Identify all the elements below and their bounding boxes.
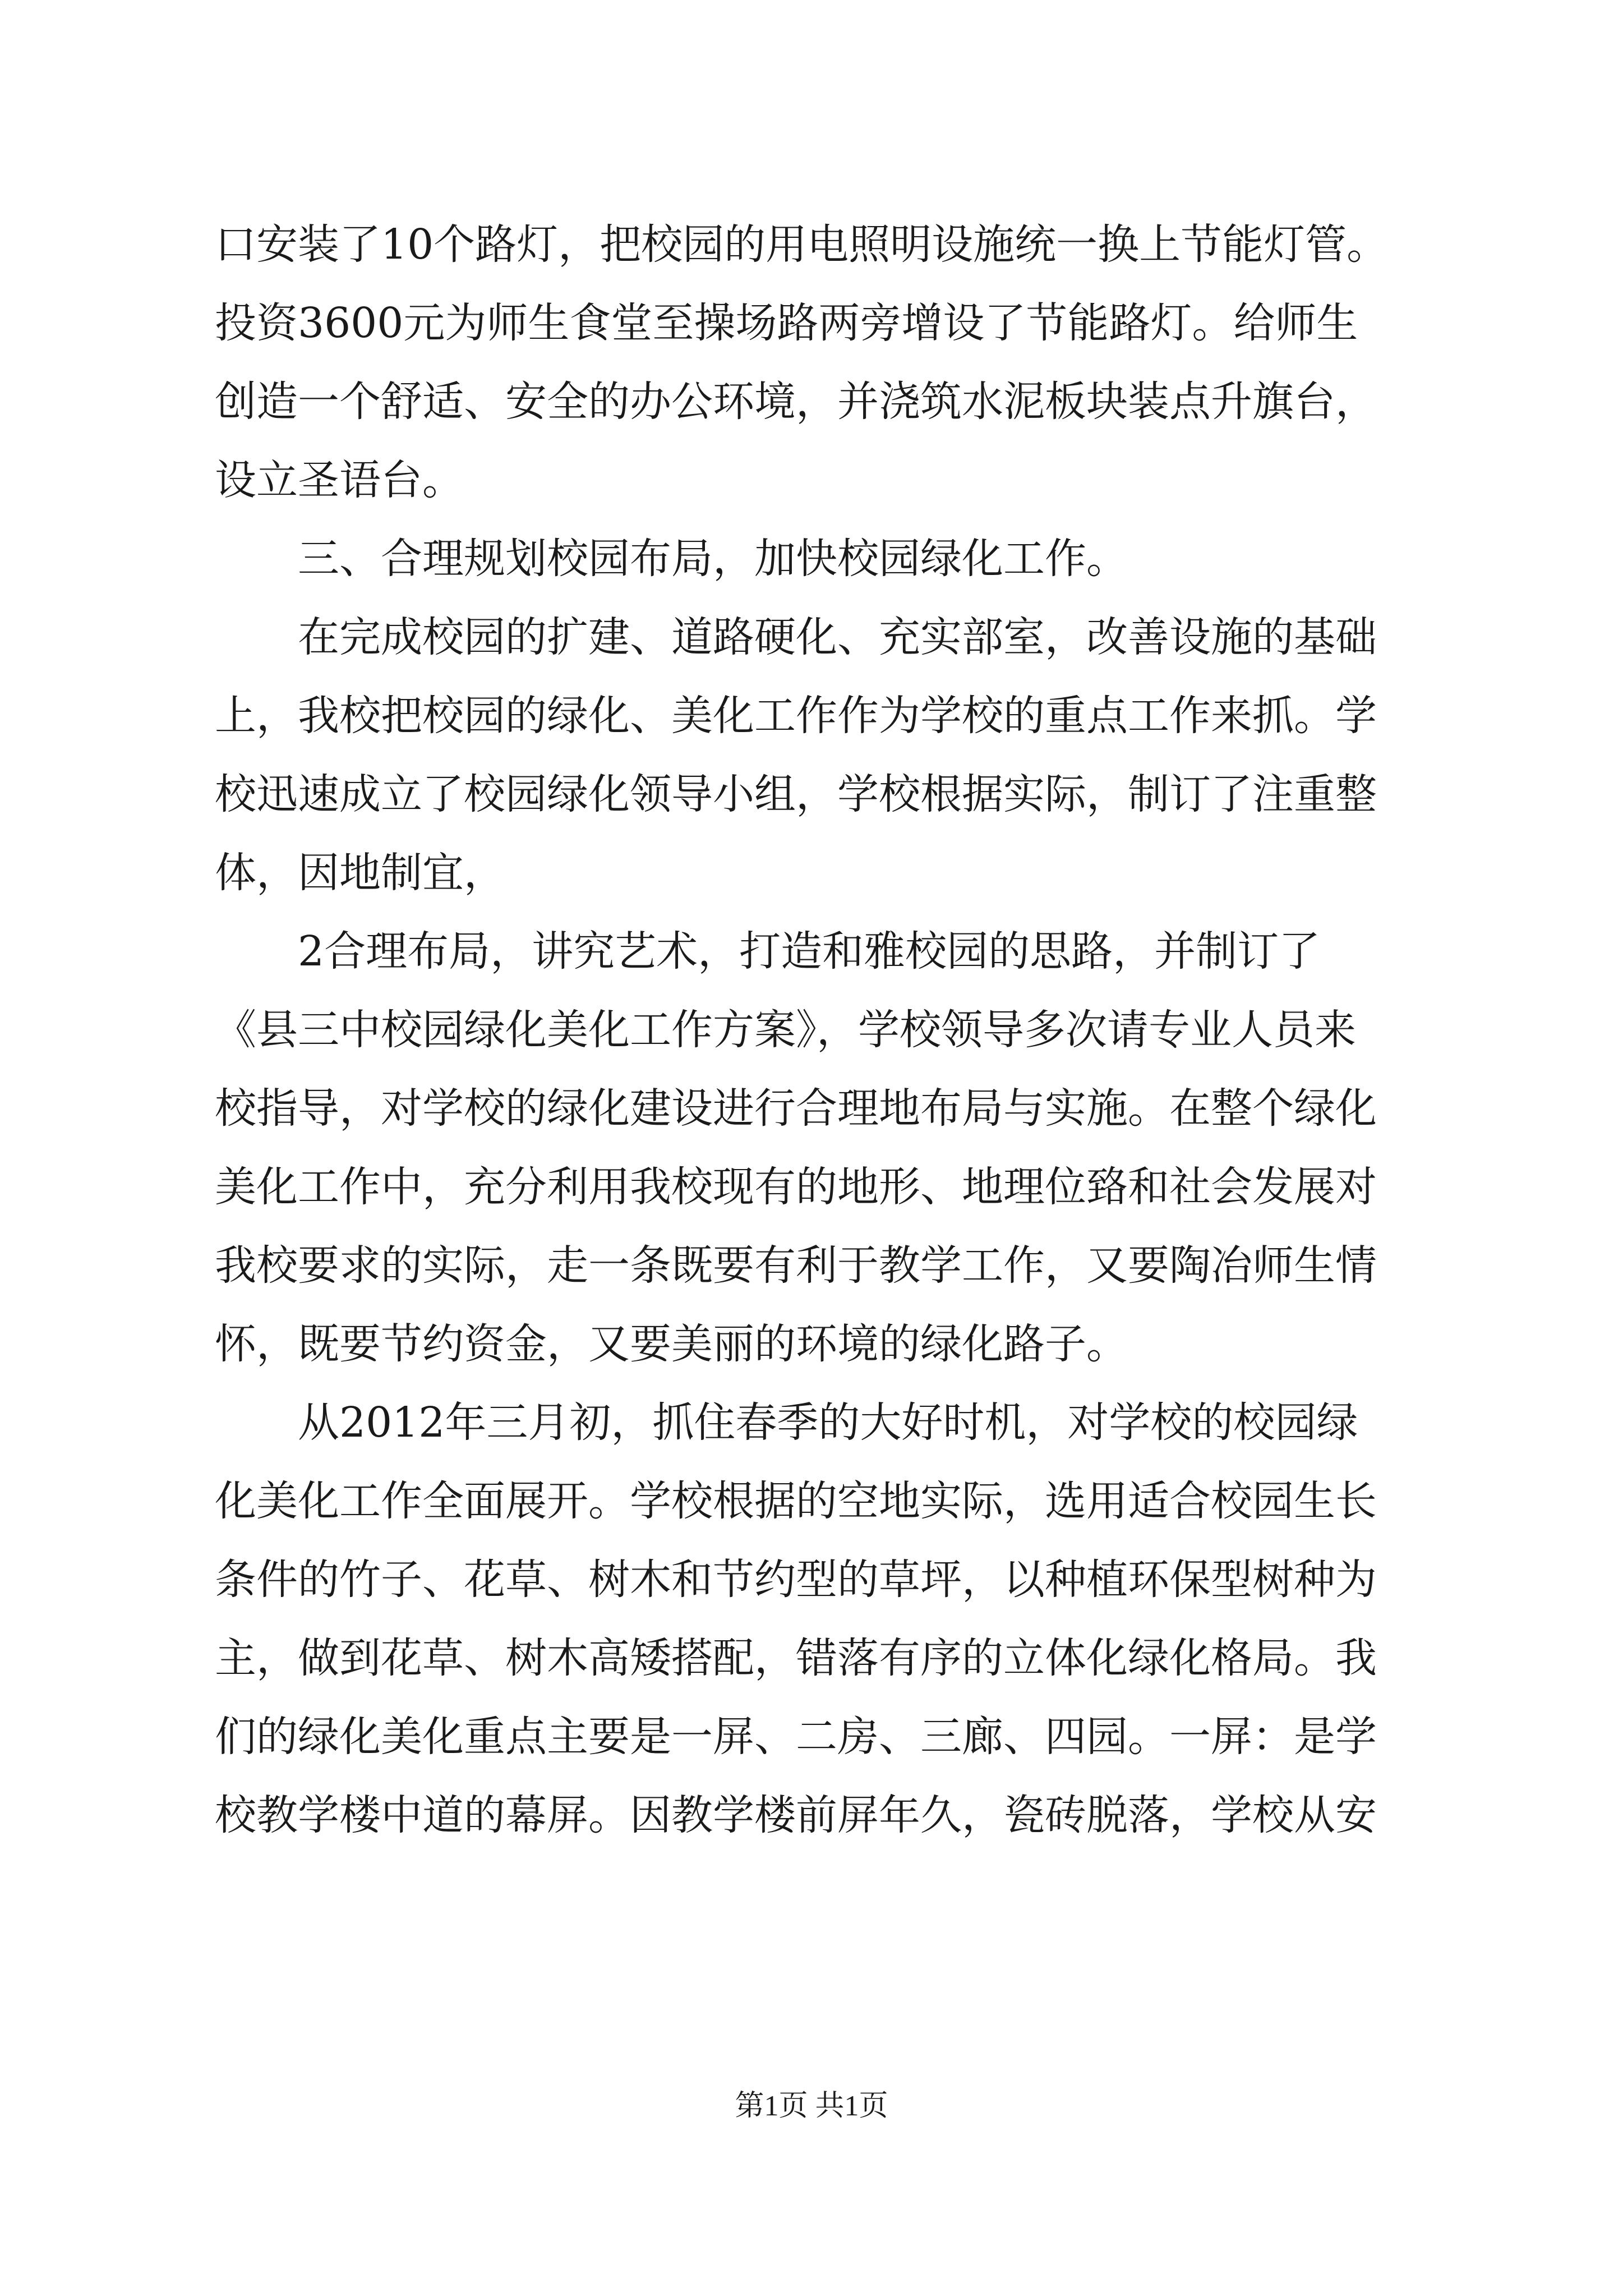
- text-line: 主，做到花草、树木高矮搭配，错落有序的立体化绿化格局。我: [215, 1634, 1377, 1682]
- page-number-footer: 第1页 共1页: [735, 2090, 888, 2122]
- text-line: 从2012年三月初，抓住春季的大好时机，对学校的校园绿: [215, 1398, 1358, 1447]
- text-line: 口安装了10个路灯，把校园的用电照明设施统一换上节能灯管。: [215, 220, 1389, 269]
- text-line: 《县三中校园绿化美化工作方案》，学校领导多次请专业人员来: [215, 1006, 1356, 1054]
- text-line: 投资3600元为师生食堂至操场路两旁增设了节能路灯。给师生: [215, 299, 1358, 347]
- text-line: 条件的竹子、花草、树木和节约型的草坪，以种植环保型树种为: [215, 1556, 1377, 1604]
- text-line: 怀，既要节约资金，又要美丽的环境的绿化路子。: [215, 1320, 1128, 1368]
- text-line: 我校要求的实际，走一条既要有利于教学工作，又要陶冶师生情: [215, 1241, 1377, 1290]
- text-line: 体，因地制宜，: [215, 849, 505, 897]
- text-line: 设立圣语台。: [215, 456, 464, 504]
- text-line: 上，我校把校园的绿化、美化工作作为学校的重点工作来抓。学: [215, 692, 1377, 740]
- text-line: 2合理布局，讲究艺术，打造和雅校园的思路，并制订了: [215, 927, 1321, 976]
- text-line: 美化工作中，充分利用我校现有的地形、地理位臵和社会发展对: [215, 1163, 1377, 1211]
- text-line: 创造一个舒适、安全的办公环境，并浇筑水泥板块装点升旗台，: [215, 378, 1377, 426]
- text-line: 在完成校园的扩建、道路硬化、充实部室，改善设施的基础: [215, 613, 1377, 661]
- text-line: 化美化工作全面展开。学校根据的空地实际，选用适合校园生长: [215, 1477, 1377, 1525]
- text-line: 们的绿化美化重点主要是一屏、二房、三廊、四园。一屏：是学: [215, 1713, 1377, 1761]
- text-line: 校教学楼中道的幕屏。因教学楼前屏年久，瓷砖脱落，学校从安: [215, 1791, 1377, 1839]
- text-line: 校迅速成立了校园绿化领导小组，学校根据实际，制订了注重整: [215, 770, 1377, 818]
- section-heading: 三、合理规划校园布局，加快校园绿化工作。: [215, 535, 1128, 583]
- text-line: 校指导，对学校的绿化建设进行合理地布局与实施。在整个绿化: [215, 1084, 1377, 1133]
